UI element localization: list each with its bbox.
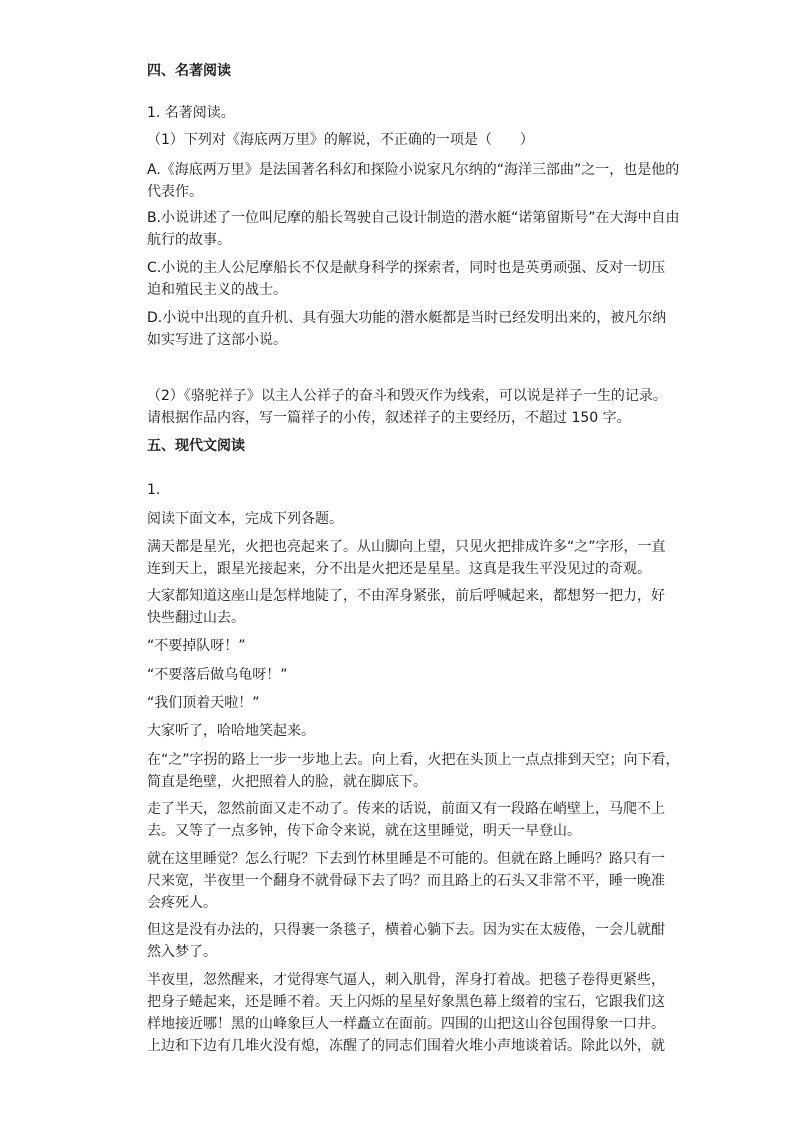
option-a-line-2: 代表作。 bbox=[147, 184, 203, 200]
paragraph-9-line-2: 尺来宽，半夜里一个翻身不就骨碌下去了吗？而且路上的石头又非常不平，睡一晚准 bbox=[147, 873, 665, 889]
paragraph-6: 大家听了，哈哈地笑起来。 bbox=[147, 723, 315, 739]
paragraph-9-line-3: 会疼死人。 bbox=[147, 895, 217, 911]
paragraph-11-line-2: 把身子蜷起来，还是睡不着。天上闪烁的星星好象黑色幕上缀着的宝石，它跟我们这 bbox=[147, 994, 665, 1010]
paragraph-11-line-3: 样地接近哪！黑的山峰象巨人一样矗立在面前。四围的山把这山谷包围得象一口井。 bbox=[147, 1016, 665, 1032]
paragraph-7-line-2: 简直是绝壁，火把照着人的脸，就在脚底下。 bbox=[147, 774, 427, 790]
option-b-line-2: 航行的故事。 bbox=[147, 232, 231, 248]
paragraph-8-line-1: 走了半天，忽然前面又走不动了。传来的话说，前面又有一段路在峭壁上，马爬不上 bbox=[147, 801, 665, 817]
paragraph-11-line-1: 半夜里，忽然醒来，才觉得寒气逼人，刺入肌骨，浑身打着战。把毯子卷得更紧些， bbox=[147, 972, 665, 988]
paragraph-9-line-1: 就在这里睡觉？怎么行呢？下去到竹林里睡是不可能的。但就在路上睡吗？路只有一 bbox=[147, 851, 665, 867]
paragraph-11-line-4: 上边和下边有几堆火没有熄，冻醒了的同志们围着火堆小声地谈着话。除此以外，就 bbox=[147, 1038, 665, 1054]
paragraph-1-line-2: 连到天上，跟星光接起来，分不出是火把还是星星。这真是我生平没见过的奇观。 bbox=[147, 561, 651, 577]
paragraph-7-line-1: 在“之”字拐的路上一步一步地上去。向上看，火把在头顶上一点点排到天空；向下看， bbox=[147, 752, 680, 768]
question-1-2-line-2: 请根据作品内容，写一篇祥子的小传，叙述祥子的主要经历，不超过 150 字。 bbox=[147, 410, 631, 426]
reading-instruction: 阅读下面文本，完成下列各题。 bbox=[147, 511, 343, 527]
section-5-heading: 五、现代文阅读 bbox=[147, 438, 245, 454]
option-b-line-1: B.小说讲述了一位叫尼摩的船长驾驶自己设计制造的潜水艇“诺第留斯号”在大海中自由 bbox=[147, 210, 680, 226]
question-1-2-line-1: （2）《骆驼祥子》以主人公祥子的奋斗和毁灭作为线索，可以说是祥子一生的记录。 bbox=[147, 388, 667, 404]
paragraph-3: “不要掉队呀！” bbox=[147, 638, 246, 654]
question-1-1-stem: （1）下列对《海底两万里》的解说，不正确的一项是（ ） bbox=[147, 132, 534, 148]
paragraph-2-line-2: 快些翻过山去。 bbox=[147, 610, 245, 626]
paragraph-5: “我们顶着天啦！” bbox=[147, 695, 260, 711]
paragraph-4: “不要落后做乌龟呀！” bbox=[147, 667, 288, 683]
section-5-question-number: 1. bbox=[147, 482, 161, 498]
paragraph-10-line-2: 然入梦了。 bbox=[147, 944, 217, 960]
option-c-line-2: 迫和殖民主义的战士。 bbox=[147, 282, 287, 298]
option-d-line-1: D.小说中出现的直升机、具有强大功能的潜水艇都是当时已经发明出来的，被凡尔纳 bbox=[147, 310, 667, 326]
paragraph-2-line-1: 大家都知道这座山是怎样地陡了，不由浑身紧张，前后呼喊起来，都想努一把力，好 bbox=[147, 588, 665, 604]
section-4-heading: 四、名著阅读 bbox=[147, 63, 231, 79]
paragraph-10-line-1: 但这是没有办法的，只得裹一条毯子，横着心躺下去。因为实在太疲倦，一会儿就酣 bbox=[147, 922, 665, 938]
paragraph-8-line-2: 去。又等了一点多钟，传下命令来说，就在这里睡觉，明天一早登山。 bbox=[147, 823, 581, 839]
option-d-line-2: 如实写进了这部小说。 bbox=[147, 332, 287, 348]
option-c-line-1: C.小说的主人公尼摩船长不仅是献身科学的探索者，同时也是英勇顽强、反对一切压 bbox=[147, 260, 666, 276]
question-1-number: 1. 名著阅读。 bbox=[147, 105, 235, 121]
option-a-line-1: A.《海底两万里》是法国著名科幻和探险小说家凡尔纳的“海洋三部曲”之一，也是他的 bbox=[147, 162, 680, 178]
paragraph-1-line-1: 满天都是星光，火把也亮起来了。从山脚向上望，只见火把排成许多“之”字形，一直 bbox=[147, 539, 666, 555]
